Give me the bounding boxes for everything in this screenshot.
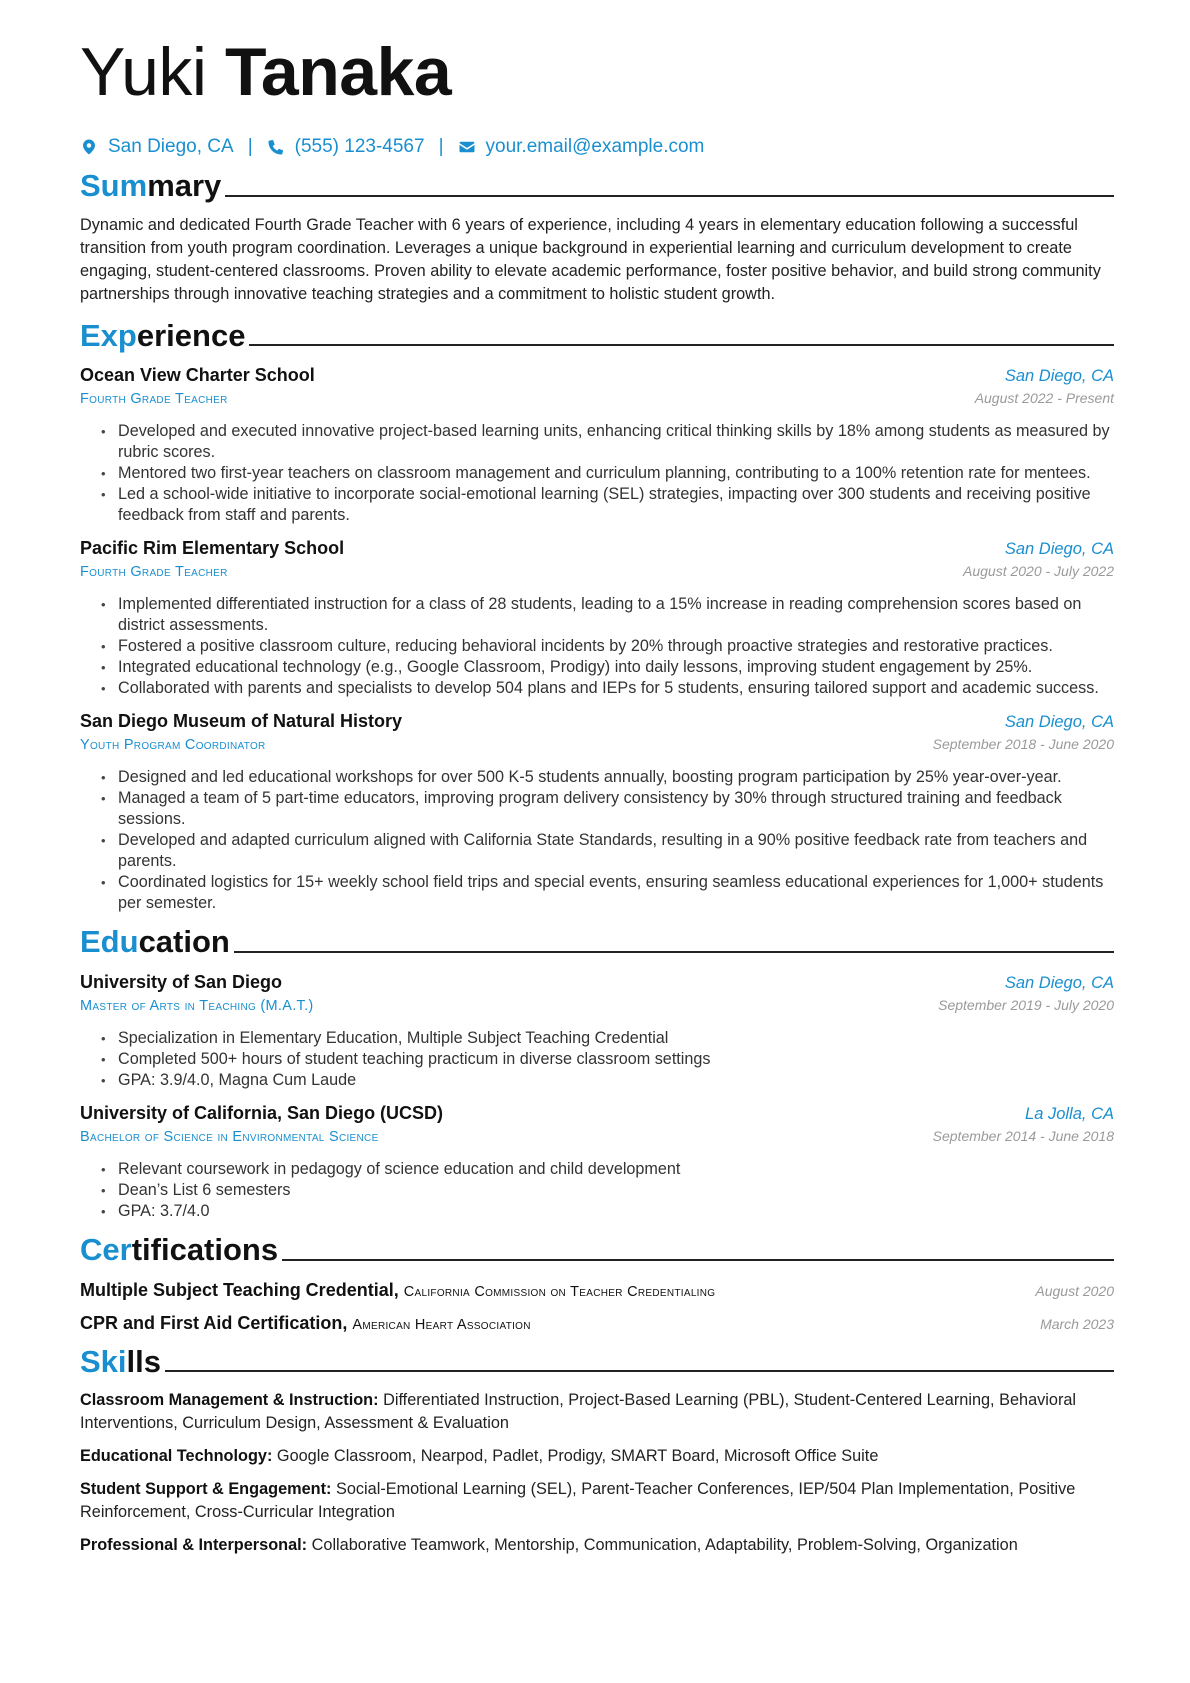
section-title bbox=[80, 168, 221, 204]
section-rule bbox=[249, 344, 1114, 346]
job-title: Fourth Grade Teacher bbox=[80, 564, 228, 581]
section-title-accent: Sum bbox=[80, 168, 148, 203]
skill-group-label: Professional & Interpersonal: bbox=[80, 1536, 308, 1555]
skill-group bbox=[80, 1534, 1114, 1557]
entry-location: San Diego, CA bbox=[1004, 540, 1114, 559]
certification-issuer: American Heart Association bbox=[352, 1316, 531, 1333]
section-title bbox=[80, 924, 230, 960]
skill-group bbox=[80, 1445, 1114, 1468]
certifications-heading bbox=[80, 1232, 1114, 1268]
skill-group-items: Google Classroom, Nearpod, Padlet, Prodigy, SMART Board, Microsoft Office Suite bbox=[276, 1447, 879, 1466]
phone-text: (555) 123-4567 bbox=[294, 136, 425, 157]
education-entry bbox=[80, 972, 1114, 1091]
contact-bar bbox=[80, 136, 1114, 158]
entry-location: La Jolla, CA bbox=[1025, 1104, 1114, 1123]
bullet-item: • Led a school-wide initiative to incorporate social-emotional learning (SEL) strategies, impacting over 300 students and receiving positive feedback from staff and parents. bbox=[118, 484, 1114, 526]
entry-dates: September 2018 - June 2020 bbox=[932, 736, 1114, 753]
entry-location: San Diego, CA bbox=[1004, 367, 1114, 386]
section-rule bbox=[282, 1259, 1114, 1261]
school-name: University of San Diego bbox=[80, 971, 283, 992]
bullet-item: • Collaborated with parents and specialists to develop 504 plans and IEPs for 5 students, ensuring tailored support and academic success. bbox=[118, 678, 1114, 699]
section-title-accent: Cer bbox=[80, 1231, 132, 1267]
contact-separator: | bbox=[438, 136, 444, 157]
entry-location: San Diego, CA bbox=[1004, 713, 1114, 732]
certification-item: CPR and First Aid Certification, American Heart Association March 2023 bbox=[80, 1312, 1114, 1333]
skill-group-label: Educational Technology: bbox=[80, 1447, 273, 1466]
bullet-item: • Coordinated logistics for 15+ weekly school field trips and special events, ensuring seamless educational experiences for 1,000+ students per semester. bbox=[118, 872, 1114, 914]
certification-date: August 2020 bbox=[1035, 1282, 1114, 1299]
envelope-icon bbox=[458, 138, 476, 156]
contact-separator: | bbox=[247, 136, 253, 157]
school-name: University of California, San Diego (UCSD) bbox=[80, 1102, 444, 1123]
section-title-rest: mary bbox=[147, 168, 222, 203]
section-rule bbox=[234, 951, 1114, 953]
last-name: Tanaka bbox=[224, 34, 452, 110]
section-title bbox=[80, 318, 245, 354]
entry-dates: September 2014 - June 2018 bbox=[932, 1127, 1114, 1144]
certification-name: CPR and First Aid Certification bbox=[80, 1312, 343, 1333]
certification-name: Multiple Subject Teaching Credential bbox=[80, 1279, 394, 1300]
email-link[interactable]: your.email@example.com bbox=[485, 136, 705, 157]
bullet-list bbox=[80, 1028, 1114, 1091]
degree-title: Master of Arts in Teaching (M.A.T.) bbox=[80, 997, 314, 1014]
bullet-item: • Implemented differentiated instruction for a class of 28 students, leading to a 15% increase in reading comprehension scores based on district assessments. bbox=[118, 594, 1114, 636]
location-text: San Diego, CA bbox=[108, 136, 234, 157]
summary-text: Dynamic and dedicated Fourth Grade Teacher with 6 years of experience, including 4 years in elementary education following a successful transition from youth program coordination. Leverages a unique background in experiential learning and curriculum development to create engaging, student-centered classrooms. Proven ability to elevate academic performance, foster positive behavior, and build strong community partnerships through innovative teaching strategies and a commitment to holistic student growth. bbox=[80, 215, 1101, 303]
contact-phone[interactable] bbox=[267, 136, 425, 158]
skill-group-label: Classroom Management & Instruction: bbox=[80, 1391, 379, 1410]
bullet-item: • Dean’s List 6 semesters bbox=[118, 1180, 1114, 1201]
first-name: Yuki bbox=[80, 34, 207, 110]
employer-name: Ocean View Charter School bbox=[80, 365, 315, 386]
job-title: Youth Program Coordinator bbox=[80, 737, 266, 754]
experience-entry bbox=[80, 365, 1114, 526]
entry-location: San Diego, CA bbox=[1004, 973, 1114, 992]
skill-group-items: Differentiated Instruction, Project-Based Learning (PBL), Student-Centered Learning, Behavioral Interventions, Curriculum Design, Assessment & Evaluation bbox=[80, 1391, 1077, 1433]
skill-group-label: Student Support & Engagement: bbox=[80, 1480, 332, 1499]
bullet-item: • GPA: 3.7/4.0 bbox=[118, 1201, 1114, 1222]
section-title-rest: erience bbox=[136, 317, 246, 353]
bullet-list bbox=[80, 594, 1114, 699]
certification-item: Multiple Subject Teaching Credential, California Commission on Teacher Credentialing August 2020 bbox=[80, 1279, 1114, 1300]
skills-heading bbox=[80, 1344, 1114, 1380]
bullet-item: • GPA: 3.9/4.0, Magna Cum Laude bbox=[118, 1070, 1114, 1091]
bullet-item: • Managed a team of 5 part-time educators, improving program delivery consistency by 30% through structured training and feedback sessions. bbox=[118, 788, 1114, 830]
employer-name: San Diego Museum of Natural History bbox=[80, 711, 403, 732]
certification-date: March 2023 bbox=[1040, 1315, 1114, 1332]
phone-icon bbox=[267, 138, 285, 156]
employer-name: Pacific Rim Elementary School bbox=[80, 538, 345, 559]
contact-location bbox=[80, 136, 234, 158]
section-title-accent: Exp bbox=[80, 317, 137, 353]
section-title-rest: lls bbox=[126, 1343, 161, 1379]
summary-heading bbox=[80, 168, 1114, 204]
entry-dates: August 2022 - Present bbox=[974, 390, 1114, 407]
bullet-item: • Developed and executed innovative project-based learning units, enhancing critical thinking skills by 18% among students as measured by rubric scores. bbox=[118, 421, 1114, 463]
section-title bbox=[80, 1344, 161, 1380]
experience-entry bbox=[80, 711, 1114, 914]
skill-group-items: Collaborative Teamwork, Mentorship, Communication, Adaptability, Problem-Solving, Organization bbox=[311, 1536, 1018, 1555]
education-heading bbox=[80, 924, 1114, 960]
entry-dates: September 2019 - July 2020 bbox=[938, 996, 1114, 1013]
section-rule bbox=[225, 195, 1114, 197]
bullet-item: • Designed and led educational workshops for over 500 K-5 students annually, boosting program participation by 25% year-over-year. bbox=[118, 767, 1114, 788]
skill-group bbox=[80, 1389, 1114, 1435]
entry-dates: August 2020 - July 2022 bbox=[963, 563, 1114, 580]
bullet-item: • Developed and adapted curriculum aligned with California State Standards, resulting in a 90% positive feedback rate from teachers and parents. bbox=[118, 830, 1114, 872]
skill-group bbox=[80, 1478, 1114, 1524]
map-pin-icon bbox=[80, 138, 98, 156]
bullet-item: • Specialization in Elementary Education, Multiple Subject Teaching Credential bbox=[118, 1028, 1114, 1049]
section-title-rest: cation bbox=[138, 924, 230, 960]
contact-email[interactable] bbox=[458, 136, 705, 158]
bullet-item: • Fostered a positive classroom culture, reducing behavioral incidents by 20% through proactive strategies and restorative practices. bbox=[118, 636, 1114, 657]
section-title-accent: Edu bbox=[80, 924, 139, 960]
degree-title: Bachelor of Science in Environmental Science bbox=[80, 1128, 379, 1145]
bullet-list bbox=[80, 421, 1114, 526]
section-title bbox=[80, 1232, 278, 1268]
skill-group-items: Social-Emotional Learning (SEL), Parent-Teacher Conferences, IEP/504 Plan Implementation, Positive Reinforcement, Cross-Curricular Integration bbox=[80, 1480, 1076, 1522]
experience-entry bbox=[80, 538, 1114, 699]
bullet-list bbox=[80, 767, 1114, 914]
certification-issuer: California Commission on Teacher Credentialing bbox=[403, 1283, 716, 1300]
candidate-name bbox=[80, 34, 1114, 110]
bullet-item: • Completed 500+ hours of student teaching practicum in diverse classroom settings bbox=[118, 1049, 1114, 1070]
education-entry bbox=[80, 1103, 1114, 1222]
experience-heading bbox=[80, 318, 1114, 354]
bullet-item: • Mentored two first-year teachers on classroom management and curriculum planning, contributing to a 100% retention rate for mentees. bbox=[118, 463, 1114, 484]
section-title-accent: Ski bbox=[80, 1343, 127, 1379]
section-title-rest: tifications bbox=[131, 1231, 279, 1267]
bullet-item: • Relevant coursework in pedagogy of science education and child development bbox=[118, 1159, 1114, 1180]
section-rule bbox=[165, 1370, 1114, 1372]
job-title: Fourth Grade Teacher bbox=[80, 391, 228, 408]
bullet-item: • Integrated educational technology (e.g., Google Classroom, Prodigy) into daily lessons, improving student engagement by 25%. bbox=[118, 657, 1114, 678]
bullet-list bbox=[80, 1159, 1114, 1222]
